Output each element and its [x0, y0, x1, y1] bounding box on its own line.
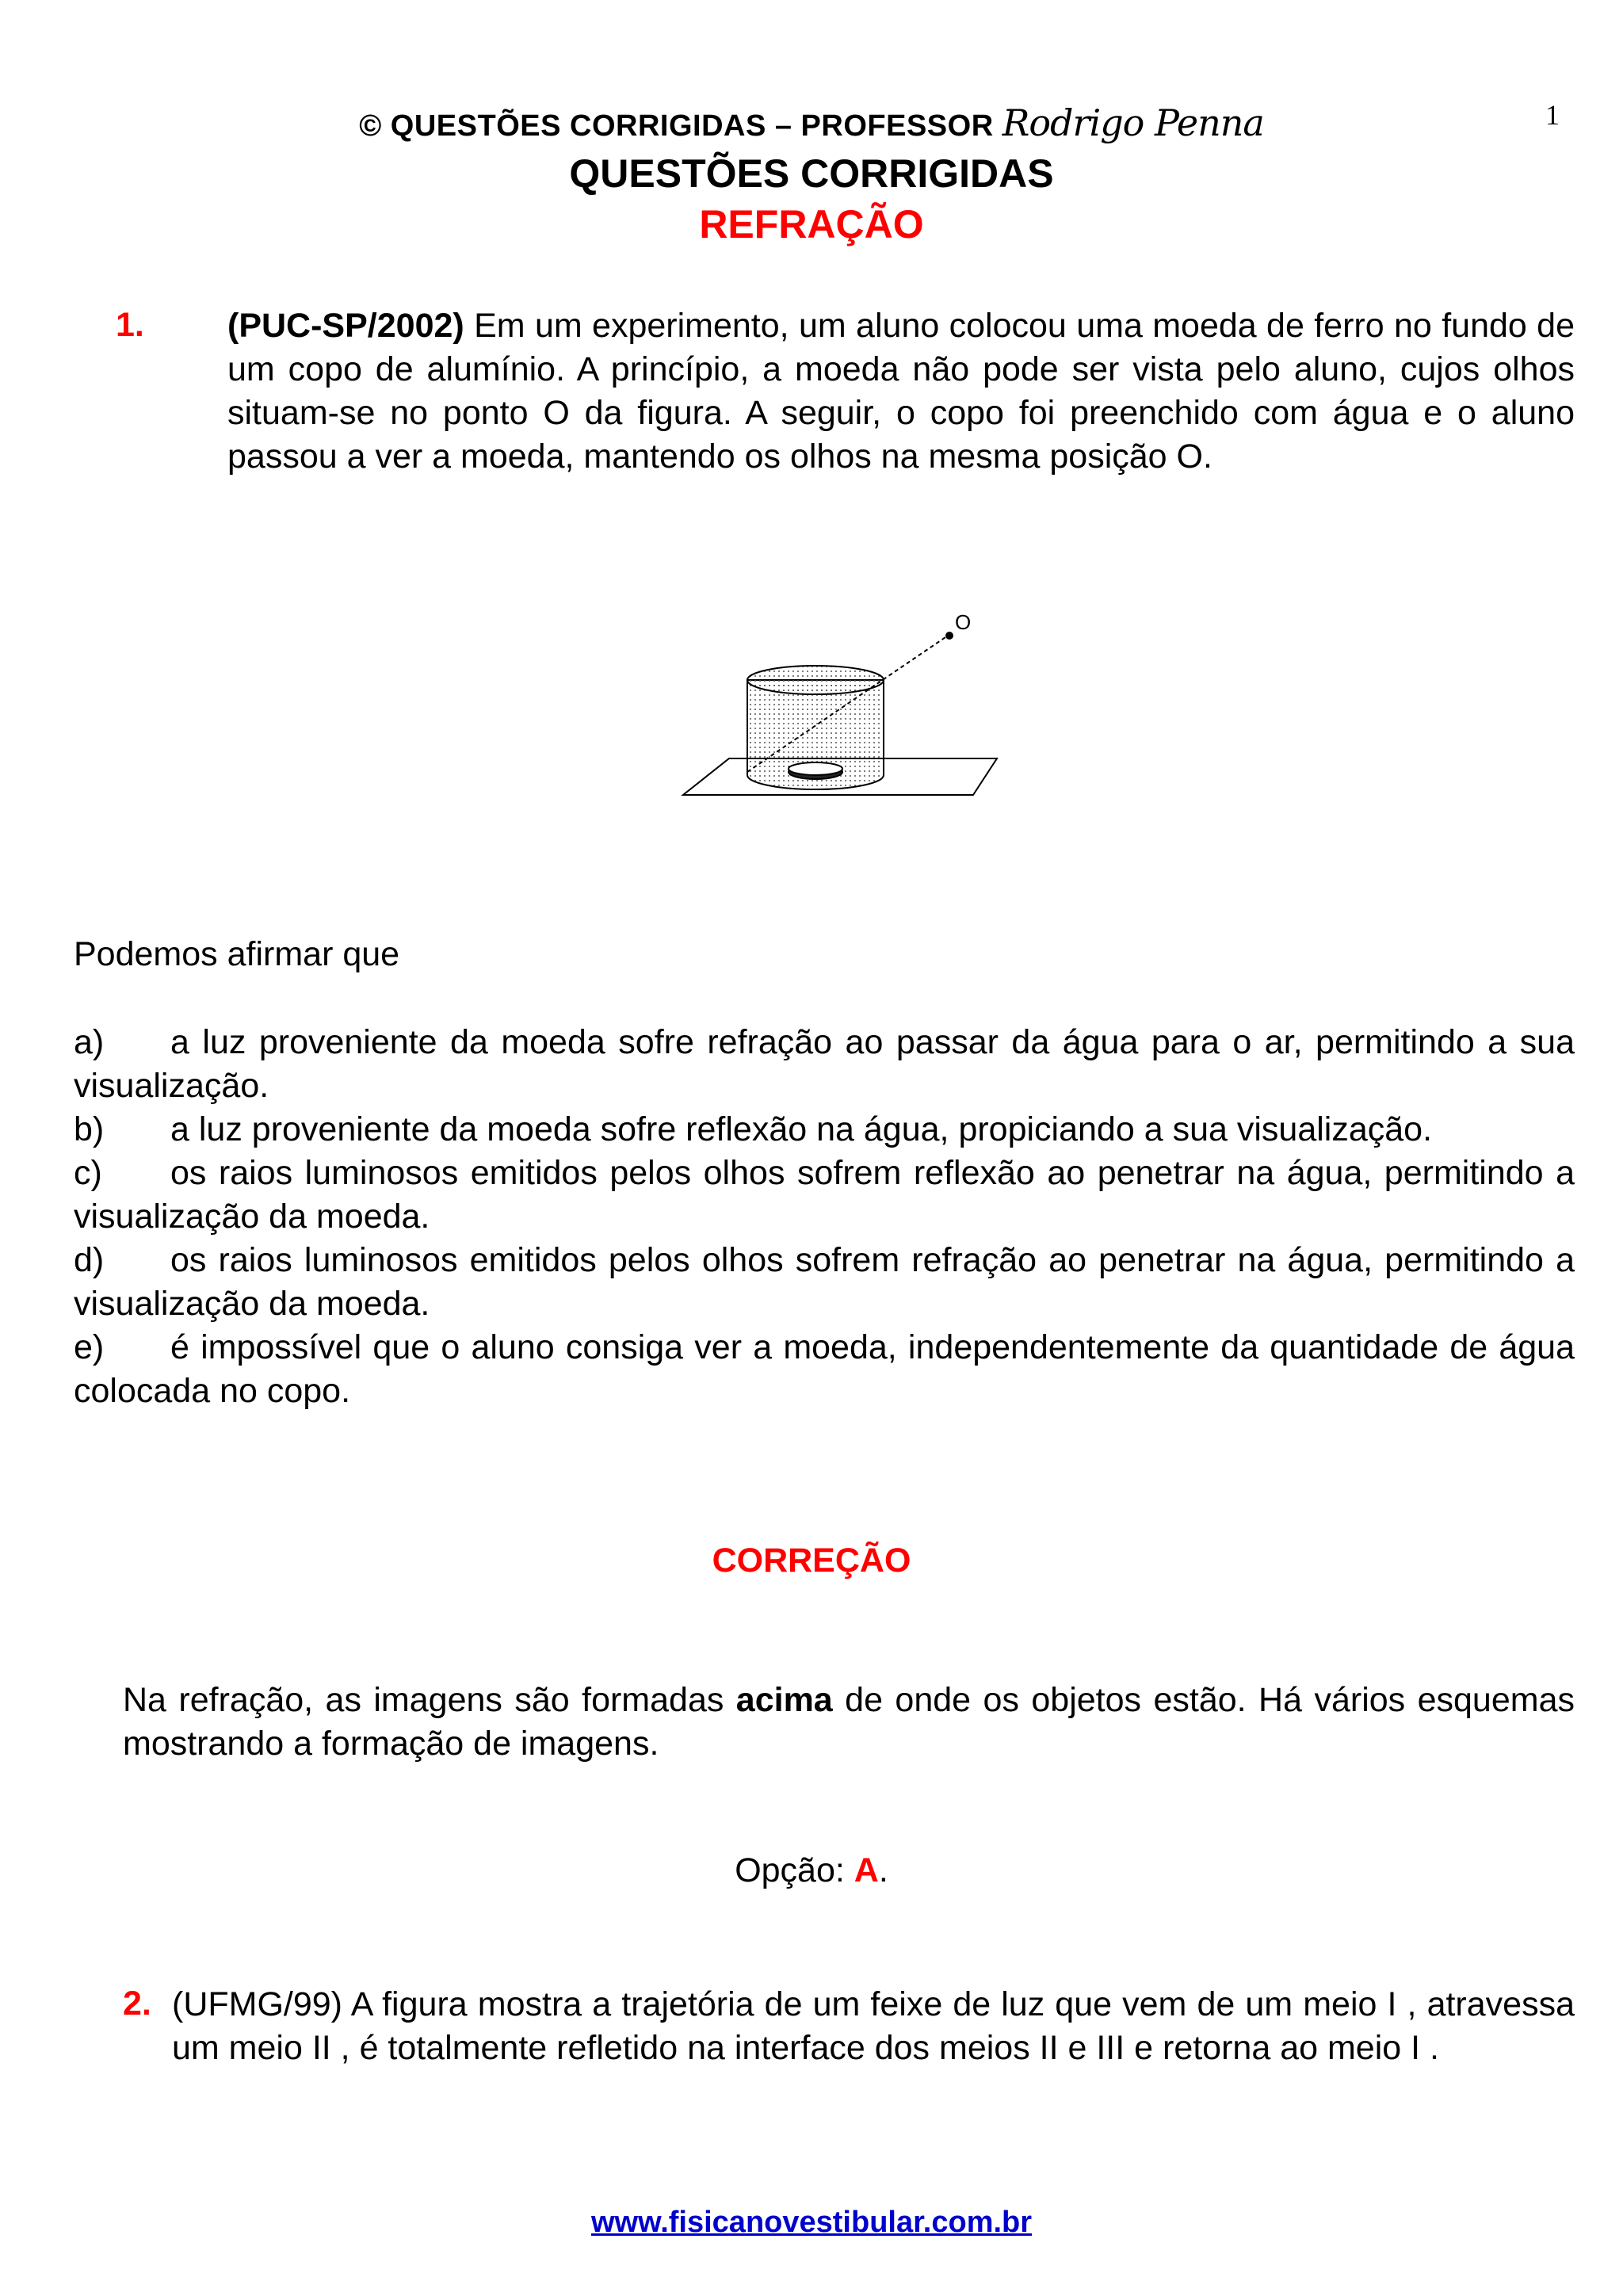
correction-text-after: de onde os objetos estão. Há vários esquemas mostrando a formação de imagens. [123, 1681, 1575, 1763]
question-1-text: Em um experimento, um aluno colocou uma moeda de ferro no fundo de um copo de alumínio. A princípio, a moeda não pode ser vista pelo aluno, cujos olhos situam-se no ponto O da figura. A seguir, o copo foi preenchido com água e o aluno passou a ver a moeda, mantendo os olhos na mesma posição O. [227, 307, 1575, 476]
question-1-number: 1. [116, 306, 144, 344]
question-2-statement: (UFMG/99) A figura mostra a trajetória de um feixe de luz que vem de um meio I , atravessa um meio II , é totalmente refletido na interface dos meios II e III e retorna ao meio I . [172, 1985, 1575, 2067]
option-a-letter: a) [74, 1023, 105, 1061]
answer-label: Opção: [735, 1851, 854, 1889]
cup-coin-figure [634, 602, 1014, 808]
point-o-label: O [955, 610, 972, 634]
header-copyright-line [0, 101, 1623, 144]
answer-line [0, 1851, 1623, 1890]
correction-text-bold: acima [735, 1681, 833, 1719]
option-c-text: os raios luminosos emitidos pelos olhos sofrem reflexão ao penetrar na água, permitindo a visualização da moeda. [74, 1154, 1575, 1236]
option-c-letter: c) [74, 1154, 102, 1192]
correction-text [123, 1679, 1575, 1766]
question-2-number: 2. [123, 1985, 151, 2023]
option-d-letter: d) [74, 1241, 105, 1279]
page-number: 1 [1545, 99, 1560, 131]
coin-top [789, 762, 842, 775]
option-a-text: a luz proveniente da moeda sofre refração ao passar da água para o ar, permitindo a sua visualização. [74, 1023, 1575, 1105]
correction-text-before: Na refração, as imagens são formadas [123, 1681, 736, 1719]
eye-point [945, 632, 953, 640]
option-a [74, 1021, 1575, 1108]
cup-top [747, 666, 884, 694]
question-1-prompt: Podemos afirmar que [74, 935, 400, 973]
question-1-options [74, 1021, 1575, 1413]
page-title: QUESTÕES CORRIGIDAS [569, 151, 1054, 196]
footer-website-link[interactable]: www.fisicanovestibular.com.br [590, 2206, 1033, 2239]
option-e-text: é impossível que o aluno consiga ver a moeda, independentemente da quantidade de água colocada no copo. [74, 1328, 1575, 1410]
question-1-source: (PUC-SP/2002) [227, 307, 464, 345]
option-c [74, 1152, 1575, 1239]
answer-suffix: . [878, 1851, 888, 1889]
option-e-letter: e) [74, 1328, 105, 1366]
option-e [74, 1326, 1575, 1413]
header-copyright-text: © QUESTÕES CORRIGIDAS – PROFESSOR [359, 109, 994, 143]
option-b-letter: b) [74, 1110, 105, 1148]
option-b-text: a luz proveniente da moeda sofre reflexão na água, propiciando a sua visualização. [170, 1110, 1433, 1148]
topic-title: REFRAÇÃO [699, 202, 924, 246]
option-b [74, 1108, 1575, 1152]
answer-letter: A [854, 1851, 879, 1889]
correction-heading: CORREÇÃO [712, 1541, 911, 1580]
question-1-statement [227, 304, 1575, 479]
option-d-text: os raios luminosos emitidos pelos olhos sofrem refração ao penetrar na água, permitindo a visualização da moeda. [74, 1241, 1575, 1323]
option-d [74, 1239, 1575, 1326]
author-signature: Rodrigo Penna [1002, 101, 1264, 144]
